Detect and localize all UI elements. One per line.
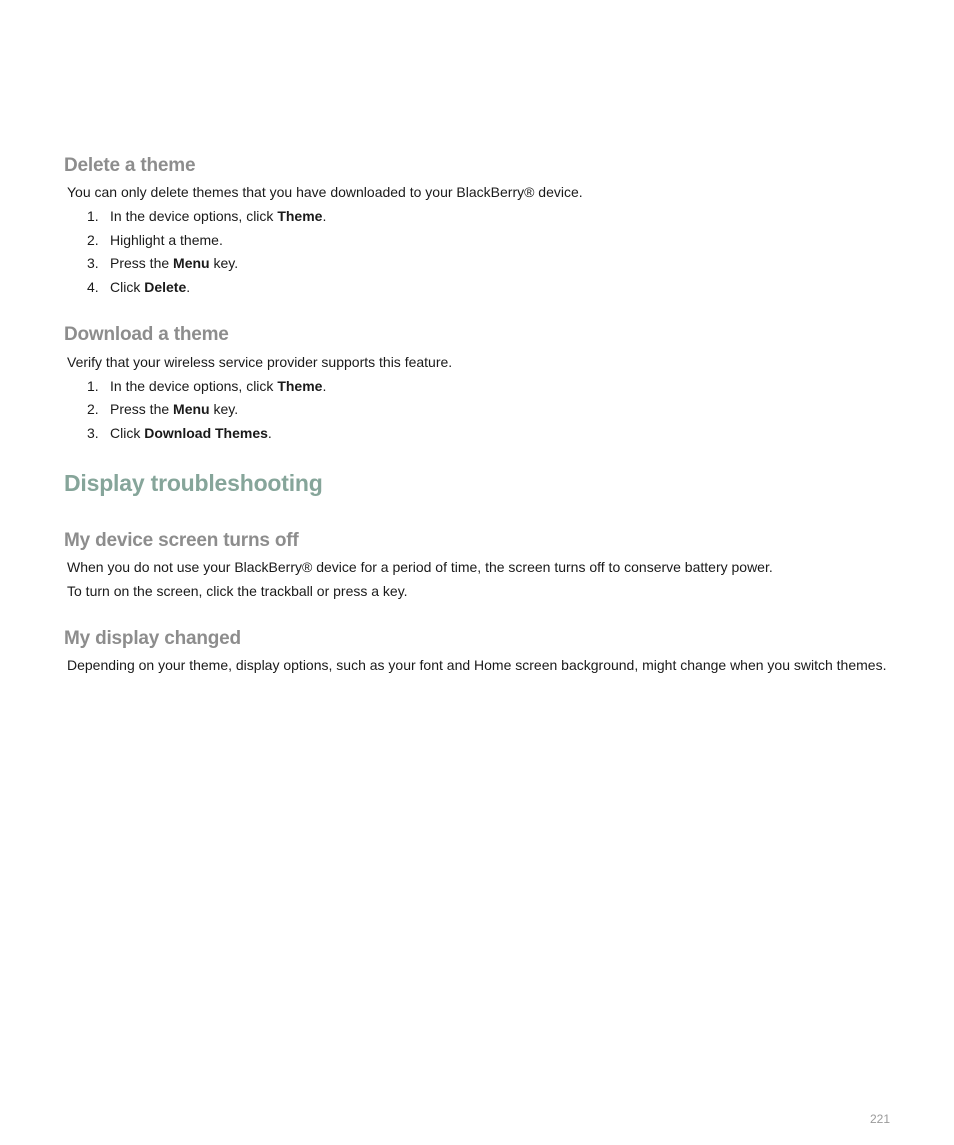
heading-screen-turns-off: My device screen turns off [64,530,299,551]
step-text: Press the [110,255,174,271]
screen-turns-off-paragraph-1: When you do not use your BlackBerry® device for a period of time, the screen turns off to conserve battery power. [67,559,773,575]
step-bold-term: Menu [173,401,210,417]
step-bold-term: Theme [277,378,323,394]
step-text-end: . [322,378,327,394]
step-text-end: key. [209,255,239,271]
step-number: 3. [87,425,99,441]
heading-delete-theme: Delete a theme [64,155,196,176]
step-bold-term: Menu [173,255,210,271]
display-changed-paragraph: Depending on your theme, display options, such as your font and Home screen background, might change when you switch themes. [67,657,887,673]
step-number: 1. [87,378,99,394]
step-bold-term: Download Themes [144,425,268,441]
step-number: 2. [87,232,99,248]
heading-download-theme: Download a theme [64,324,229,345]
heading-display-changed: My display changed [64,628,241,649]
download-step-2 [87,400,238,418]
heading-display-troubleshooting: Display troubleshooting [64,470,323,496]
step-bold-term: Theme [277,208,323,224]
step-text: Highlight a theme. [110,232,223,248]
delete-step-4 [87,278,190,296]
step-number: 3. [87,255,99,271]
step-text: Press the [110,401,174,417]
page-number: 221 [869,1112,890,1126]
step-number: 1. [87,208,99,224]
step-text-end: . [186,279,191,295]
step-text-end: . [267,425,272,441]
step-text-end: key. [209,401,239,417]
screen-turns-off-paragraph-2: To turn on the screen, click the trackball or press a key. [67,583,408,599]
step-bold-term: Delete [144,279,187,295]
delete-step-2 [87,231,223,249]
delete-step-3 [87,254,238,272]
step-text: Click [110,279,145,295]
step-text: In the device options, click [110,208,278,224]
delete-theme-intro: You can only delete themes that you have downloaded to your BlackBerry® device. [67,184,583,200]
delete-step-1 [87,207,326,225]
download-step-1 [87,377,326,395]
step-text: Click [110,425,145,441]
step-text-end: . [322,208,327,224]
step-number: 4. [87,279,99,295]
download-step-3 [87,424,272,442]
step-number: 2. [87,401,99,417]
download-theme-intro: Verify that your wireless service provider supports this feature. [67,354,453,370]
step-text: In the device options, click [110,378,278,394]
